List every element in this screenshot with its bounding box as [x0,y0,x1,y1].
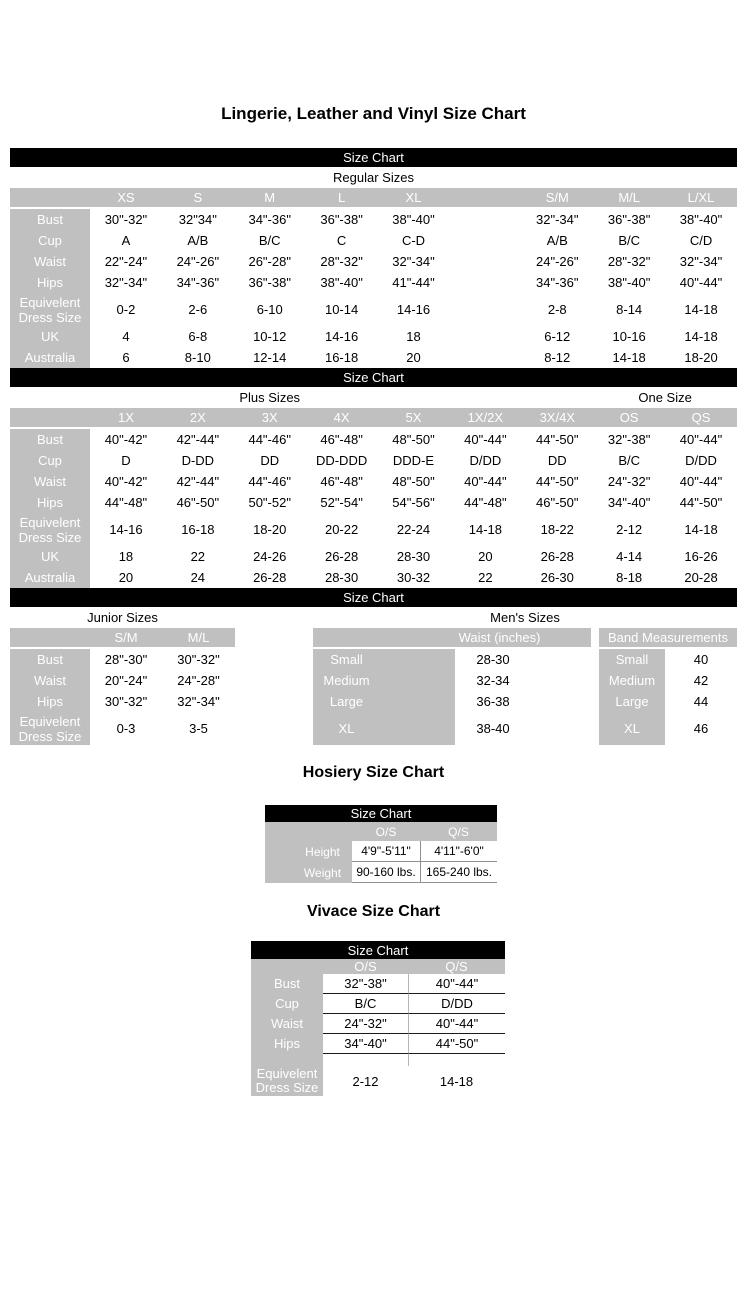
size-chart-page [0,104,747,1304]
mens-size-label: Large [313,691,455,712]
column-gap [591,712,599,745]
size-value: 24"-26" [162,251,234,272]
row-label: Cup [10,230,90,251]
size-value: D/DD [408,994,505,1014]
size-value: 16-18 [306,347,378,368]
column-header: M/L [162,628,235,649]
size-value: 32"-38" [593,429,665,450]
mens-band-size-label: Large [599,691,665,712]
size-value: 10-12 [234,326,306,347]
size-value: 10-16 [593,326,665,347]
size-value: 44"-46" [234,429,306,450]
size-value: 20"-24" [90,670,162,691]
size-value: 22-24 [378,513,450,546]
mens-sizes-table [313,628,737,745]
plus-sizes-table [10,408,737,588]
size-value: 2-6 [162,293,234,326]
column-header: O/S [352,822,420,841]
column-header-gap [10,188,90,209]
mens-band-value: 44 [665,691,737,712]
column-header: 4X [306,408,378,429]
size-value: 28"-32" [306,251,378,272]
column-header: 3X [234,408,306,429]
row-label: Waist [10,251,90,272]
size-value: 8-18 [593,567,665,588]
row-label: UK [10,326,90,347]
size-value: 32"-34" [378,251,450,272]
size-value: 4 [90,326,162,347]
size-value: 20-28 [665,567,737,588]
size-value: 32"-34" [521,209,593,230]
size-value: 4-14 [593,546,665,567]
size-value: 14-18 [665,293,737,326]
empty-cell [449,230,521,251]
size-value: 26-28 [306,546,378,567]
size-value: 2-12 [323,1066,408,1096]
column-header: Q/S [420,822,497,841]
size-value: 32"-34" [162,691,235,712]
row-label: Bust [10,649,90,670]
size-value: 12-14 [234,347,306,368]
empty-cell [408,1054,505,1066]
size-value: 24"-32" [323,1014,408,1034]
mens-sizes-label: Men's Sizes [490,610,560,625]
column-header: 5X [378,408,450,429]
size-value: 46"-50" [521,492,593,513]
vivace-size-chart [251,941,505,1096]
size-value: 40"-44" [449,429,521,450]
size-value: 0-3 [90,712,162,745]
row-label: Equivelent Dress Size [10,293,90,326]
size-value: 30-32 [378,567,450,588]
column-header: XS [90,188,162,209]
column-header: 1X/2X [449,408,521,429]
mens-size-label: Small [313,649,455,670]
size-value: 40"-42" [90,471,162,492]
size-value: 20 [378,347,450,368]
size-value: 28-30 [306,567,378,588]
size-value: 14-18 [449,513,521,546]
one-size-label: One Size [638,390,692,405]
mens-band-value: 40 [665,649,737,670]
column-header: L [306,188,378,209]
size-value: A [90,230,162,251]
plus-section-labels [10,387,737,408]
size-value: D/DD [665,450,737,471]
size-value: 6-8 [162,326,234,347]
column-header: L/XL [665,188,737,209]
size-value: 20-22 [306,513,378,546]
size-value: 32"-34" [90,272,162,293]
size-value: 42"-44" [162,429,234,450]
size-value: 38"-40" [593,272,665,293]
size-value: 28"-32" [593,251,665,272]
row-label: Hips [10,492,90,513]
size-value: 44"-50" [521,429,593,450]
empty-cell [449,209,521,230]
size-value: 34"-40" [323,1034,408,1054]
size-value: 6-10 [234,293,306,326]
column-header: XL [378,188,450,209]
size-value: 0-2 [90,293,162,326]
size-value: 44"-48" [90,492,162,513]
empty-cell [449,293,521,326]
column-header: M [234,188,306,209]
size-value: D [90,450,162,471]
mens-waist-value: 36-38 [455,691,591,712]
size-value: 54"-56" [378,492,450,513]
size-value: 20 [90,567,162,588]
size-value: 38"-40" [306,272,378,293]
hosiery-size-table [265,822,497,883]
size-value: 41"-44" [378,272,450,293]
size-value: 90-160 lbs. [352,862,420,883]
size-value: 8-14 [593,293,665,326]
column-header: M/L [593,188,665,209]
size-value: 18 [378,326,450,347]
size-value: 32"34" [162,209,234,230]
column-header: S [162,188,234,209]
size-value: 44"-50" [665,492,737,513]
size-value: DDD-E [378,450,450,471]
size-value: DD [521,450,593,471]
row-label: Height [265,841,352,862]
row-label: Cup [251,994,323,1014]
size-value: C/D [665,230,737,251]
row-label: UK [10,546,90,567]
size-value: 26-28 [521,546,593,567]
size-value: 48"-50" [378,471,450,492]
row-label: Waist [251,1014,323,1034]
row-label: Hips [10,272,90,293]
empty-cell [449,272,521,293]
empty-cell [449,326,521,347]
size-value: 14-18 [665,513,737,546]
row-label: Hips [251,1034,323,1054]
size-value: 26"-28" [234,251,306,272]
junior-sizes-label: Junior Sizes [87,610,158,625]
column-header: S/M [90,628,162,649]
size-value: 38"-40" [665,209,737,230]
row-label: Equivelent Dress Size [10,712,90,745]
junior-sizes-table [10,628,235,745]
column-header-gap [265,822,352,841]
size-value: 10-14 [306,293,378,326]
row-label: Equivelent Dress Size [251,1066,323,1096]
size-value: 36"-38" [234,272,306,293]
size-value: 26-30 [521,567,593,588]
column-gap [591,670,599,691]
plus-sizes-label: Plus Sizes [239,390,301,405]
size-value: 22"-24" [90,251,162,272]
size-value: 36"-38" [306,209,378,230]
size-value: 24-26 [234,546,306,567]
size-value: 2-12 [593,513,665,546]
mens-band-header: Band Measurements [599,628,737,649]
row-label: Waist [10,670,90,691]
mens-waist-value: 28-30 [455,649,591,670]
size-value: 22 [162,546,234,567]
size-value: 40"-44" [665,272,737,293]
row-label-gap [251,1054,323,1066]
size-value: 44"-48" [449,492,521,513]
size-chart-bar: Size Chart [10,588,737,607]
column-header: OS [593,408,665,429]
size-value: 32"-38" [323,974,408,994]
size-value: 26-28 [234,567,306,588]
row-label: Waist [10,471,90,492]
empty-cell [449,251,521,272]
size-value: D/DD [449,450,521,471]
vivace-size-table [251,959,505,1096]
size-chart-bar: Size Chart [10,148,737,167]
column-header: Q/S [408,959,505,974]
regular-sizes-label: Regular Sizes [333,170,414,185]
regular-sizes-table [10,188,737,368]
mens-band-size-label: Medium [599,670,665,691]
size-value: 22 [449,567,521,588]
size-value: 30"-32" [162,649,235,670]
row-label: Bust [10,209,90,230]
size-chart-bar: Size Chart [265,805,497,822]
size-value: 6-12 [521,326,593,347]
size-value: 14-18 [665,326,737,347]
size-value: A/B [521,230,593,251]
column-header-gap [10,408,90,429]
size-value: B/C [323,994,408,1014]
size-value: C [306,230,378,251]
mens-band-value: 42 [665,670,737,691]
size-value: 34"-40" [593,492,665,513]
row-label: Weight [265,862,352,883]
size-value: 16-18 [162,513,234,546]
column-header: O/S [323,959,408,974]
size-chart-bar: Size Chart [251,941,505,959]
row-label: Cup [10,450,90,471]
size-value: 14-16 [306,326,378,347]
size-value: 34"-36" [521,272,593,293]
mens-band-size-label: XL [599,712,665,745]
size-value: 24"-32" [593,471,665,492]
size-value: DD-DDD [306,450,378,471]
size-value: 46"-48" [306,471,378,492]
mens-size-label: XL [313,712,455,745]
size-value: 18-22 [521,513,593,546]
size-value: A/B [162,230,234,251]
mens-band-value: 46 [665,712,737,745]
mens-waist-value: 38-40 [455,712,591,745]
empty-cell [323,1054,408,1066]
column-gap [591,628,599,649]
size-value: 18 [90,546,162,567]
size-value: B/C [593,450,665,471]
size-value: 14-18 [408,1066,505,1096]
size-value: 44"-46" [234,471,306,492]
size-value: 8-10 [162,347,234,368]
size-value: 28"-30" [90,649,162,670]
size-value: 44"-50" [521,471,593,492]
size-value: D-DD [162,450,234,471]
size-value: 6 [90,347,162,368]
size-value: 40"-44" [408,1014,505,1034]
size-value: 28-30 [378,546,450,567]
size-value: 44"-50" [408,1034,505,1054]
row-label: Hips [10,691,90,712]
size-value: 18-20 [234,513,306,546]
size-value: 2-8 [521,293,593,326]
size-value: B/C [234,230,306,251]
row-label: Equivelent Dress Size [10,513,90,546]
size-value: 24 [162,567,234,588]
size-value: 48"-50" [378,429,450,450]
column-gap [591,649,599,670]
column-header: QS [665,408,737,429]
row-label: Australia [10,347,90,368]
junior-mens-section-labels [0,607,747,628]
size-value: 8-12 [521,347,593,368]
size-value: 14-16 [90,513,162,546]
size-value: B/C [593,230,665,251]
column-gap [591,691,599,712]
column-header: 1X [90,408,162,429]
size-value: 20 [449,546,521,567]
size-value: 52"-54" [306,492,378,513]
size-value: 30"-32" [90,209,162,230]
size-value: 16-26 [665,546,737,567]
row-label: Bust [251,974,323,994]
column-header: 3X/4X [521,408,593,429]
size-value: 40"-44" [665,471,737,492]
size-value: 3-5 [162,712,235,745]
hosiery-size-chart [265,805,497,883]
size-value: 46"-48" [306,429,378,450]
size-value: 14-18 [593,347,665,368]
size-value: 18-20 [665,347,737,368]
size-value: 40"-42" [90,429,162,450]
size-value: 34"-36" [162,272,234,293]
column-header-gap [10,628,90,649]
page-title: Lingerie, Leather and Vinyl Size Chart [221,104,526,123]
size-value: 40"-44" [449,471,521,492]
mens-band-size-label: Small [599,649,665,670]
size-value: 42"-44" [162,471,234,492]
column-header-gap [251,959,323,974]
mens-waist-value: 32-34 [455,670,591,691]
size-value: 165-240 lbs. [420,862,497,883]
column-header: S/M [521,188,593,209]
size-value: C-D [378,230,450,251]
size-value: 4'9"-5'11" [352,841,420,862]
size-value: 38"-40" [378,209,450,230]
size-value: 36"-38" [593,209,665,230]
empty-cell [449,347,521,368]
mens-size-label: Medium [313,670,455,691]
size-value: 40"-44" [408,974,505,994]
hosiery-title: Hosiery Size Chart [302,764,445,781]
row-label: Australia [10,567,90,588]
size-value: 34"-36" [234,209,306,230]
size-chart-bar: Size Chart [10,368,737,387]
junior-mens-tables [0,628,747,745]
size-value: 32"-34" [665,251,737,272]
size-value: 24"-28" [162,670,235,691]
size-value: DD [234,450,306,471]
size-value: 30"-32" [90,691,162,712]
size-value: 4'11"-6'0" [420,841,497,862]
column-header: 2X [162,408,234,429]
size-value: 40"-44" [665,429,737,450]
mens-waist-header: Waist (inches) [313,628,591,649]
size-value: 46"-50" [162,492,234,513]
column-header-gap [449,188,521,209]
size-value: 24"-26" [521,251,593,272]
size-value: 50"-52" [234,492,306,513]
vivace-title: Vivace Size Chart [306,903,441,920]
size-value: 14-16 [378,293,450,326]
row-label: Bust [10,429,90,450]
